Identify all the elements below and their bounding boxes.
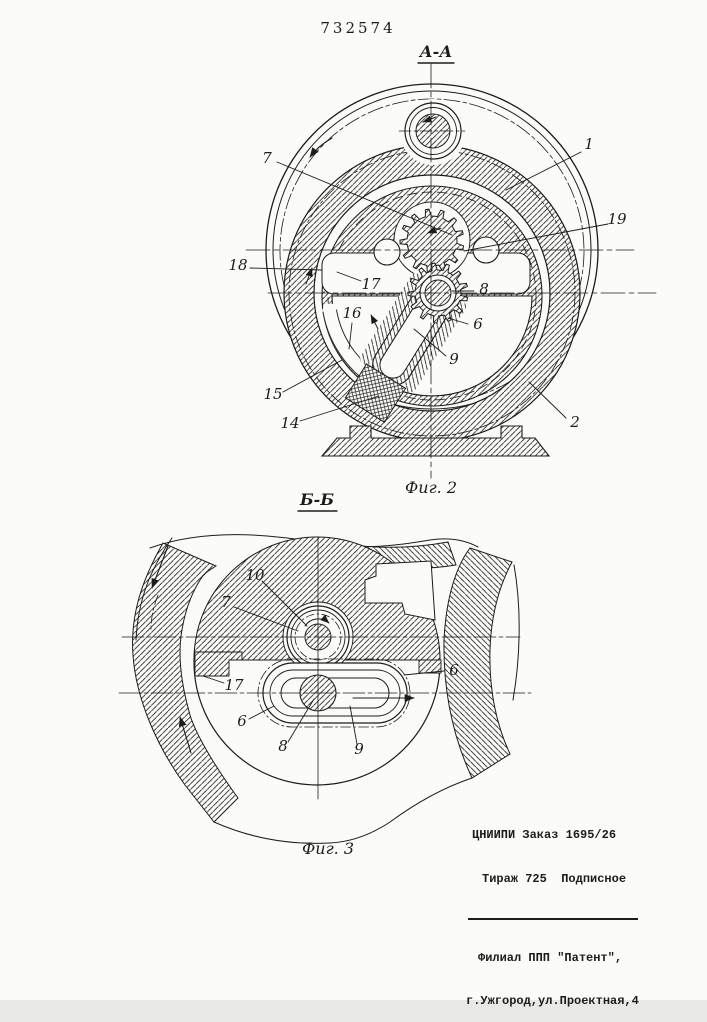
fig2-callout-2: 2 — [570, 413, 580, 431]
fig2-callout-7: 7 — [262, 149, 272, 167]
fig2-callout-14: 14 — [280, 414, 300, 432]
fig2-callout-19: 19 — [607, 210, 627, 228]
fig2-callout-17: 17 — [361, 275, 381, 293]
fig2-callout-18: 18 — [228, 256, 248, 274]
fig3-callout-7: 7 — [221, 593, 231, 611]
fig3-callout-17: 17 — [224, 676, 244, 694]
fig2-roller-left — [374, 239, 400, 265]
fig2-callout-1: 1 — [584, 135, 594, 153]
imprint-divider — [468, 918, 638, 920]
fig2-callout-8: 8 — [479, 280, 489, 298]
fig2-caption: Фиг. 2 — [404, 478, 458, 497]
imprint-line-1: ЦНИИПИ Заказ 1695/26 — [472, 828, 617, 842]
fig2-callout-6: 6 — [473, 315, 483, 333]
fig2-callout-15: 15 — [263, 385, 283, 403]
fig3-caption: Фиг. 3 — [301, 839, 355, 858]
fig3-callout-10: 10 — [245, 566, 265, 584]
fig3-bottom-rim — [214, 778, 472, 843]
fig3-callout-9: 9 — [354, 740, 364, 758]
imprint-line-2: Тираж 725 Подписное — [482, 872, 627, 886]
patent-number: 732574 — [320, 19, 396, 37]
imprint-block — [466, 800, 666, 1022]
fig3-section-label: Б-Б — [300, 490, 334, 509]
fig3-callout-6-right: 6 — [449, 661, 459, 679]
imprint-line-3: Филиал ППП "Патент", — [478, 951, 623, 965]
fig3-callout-8: 8 — [278, 737, 288, 755]
fig2-callout-9: 9 — [449, 350, 459, 368]
fig2-section-label: А-А — [419, 42, 453, 61]
imprint-line-4: г.Ужгород,ул.Проектная,4 — [466, 994, 639, 1008]
fig3-callout-6-left: 6 — [237, 712, 247, 730]
figure-2 — [228, 42, 656, 497]
fig2-callout-16: 16 — [342, 304, 362, 322]
